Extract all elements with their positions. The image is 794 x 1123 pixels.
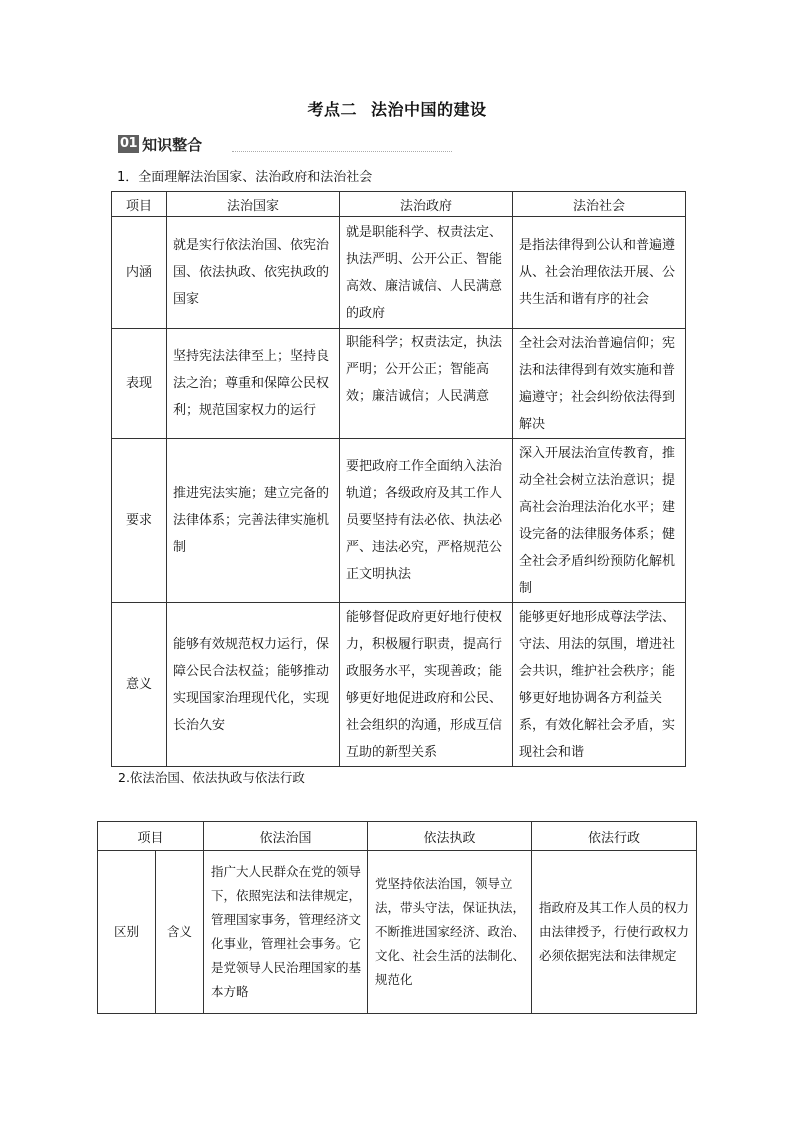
comparison-table-1 (111, 191, 686, 767)
table-row (112, 603, 686, 767)
section-badge: 01 (120, 136, 138, 151)
table-row (112, 329, 686, 439)
table-cell: 全社会对法治普遍信仰；宪法和法律得到有效实施和普遍遵守；社会纠纷依法得到解决 (513, 329, 686, 439)
table-cell: 要把政府工作全面纳入法治轨道；各级政府及其工作人员要坚持有法必依、执法必严、违法必究，严格规范公正文明执法 (340, 439, 513, 603)
table-header-cell: 项目 (98, 822, 204, 851)
section-title: 知识整合 (142, 135, 203, 154)
subheading-2: 2.依法治国、依法执政与依法行政 (118, 770, 305, 785)
table-cell: 指广大人民群众在党的领导下，依照宪法和法律规定，管理国家事务，管理经济文化事业，管理社会事务。它是党领导人民治理国家的基本方略 (204, 851, 368, 1014)
table-cell: 职能科学；权责法定，执法严明；公开公正；智能高效；廉洁诚信；人民满意 (340, 329, 513, 439)
table-cell: 能够督促政府更好地行使权力，积极履行职责，提高行政服务水平，实现善政；能够更好地促进政府和公民、社会组织的沟通，形成互信互助的新型关系 (340, 603, 513, 767)
title-part2: 法治中国的建设 (371, 100, 487, 119)
table-row (98, 851, 697, 1014)
section-divider (232, 151, 452, 152)
table-cell: 深入开展法治宣传教育，推动全社会树立法治意识；提高社会治理法治化水平；建设完备的法律服务体系；健全社会矛盾纠纷预防化解机制 (513, 439, 686, 603)
row-label: 内涵 (112, 217, 167, 329)
row-label: 意义 (112, 603, 167, 767)
table-header-row (98, 822, 697, 851)
table-header-cell: 法治社会 (513, 192, 686, 217)
table-cell: 就是职能科学、权责法定、执法严明、公开公正、智能高效、廉洁诚信、人民满意的政府 (340, 217, 513, 329)
table-header-cell: 法治国家 (167, 192, 340, 217)
table-cell: 就是实行依法治国、依宪治国、依法执政、依宪执政的国家 (167, 217, 340, 329)
table-cell: 能够有效规范权力运行，保障公民合法权益；能够推动实现国家治理现代化，实现长治久安 (167, 603, 340, 767)
table-cell: 坚持宪法法律至上；坚持良法之治；尊重和保障公民权利；规范国家权力的运行 (167, 329, 340, 439)
row-label: 要求 (112, 439, 167, 603)
page-title (0, 97, 794, 120)
table-cell: 推进宪法实施；建立完备的法律体系；完善法律实施机制 (167, 439, 340, 603)
table-header-row (112, 192, 686, 217)
row-category: 区别 (98, 851, 156, 1014)
comparison-table-2 (97, 821, 697, 1014)
table-header-cell: 依法行政 (532, 822, 697, 851)
title-part1: 考点二 (307, 100, 357, 119)
table-row (112, 217, 686, 329)
table-header-cell: 依法执政 (368, 822, 532, 851)
section-header (118, 134, 202, 154)
table-cell: 能够更好地形成尊法学法、守法、用法的氛围，增进社会共识，维护社会秩序；能够更好地协调各方利益关系，有效化解社会矛盾，实现社会和谐 (513, 603, 686, 767)
row-subcategory: 含义 (156, 851, 204, 1014)
row-label: 表现 (112, 329, 167, 439)
table-cell: 指政府及其工作人员的权力由法律授予，行使行政权力必须依据宪法和法律规定 (532, 851, 697, 1014)
table-header-cell: 法治政府 (340, 192, 513, 217)
table-row (112, 439, 686, 603)
table-header-cell: 依法治国 (204, 822, 368, 851)
table-header-cell: 项目 (112, 192, 167, 217)
table-cell: 党坚持依法治国，领导立法，带头守法，保证执法，不断推进国家经济、政治、文化、社会生活的法制化、规范化 (368, 851, 532, 1014)
table-cell: 是指法律得到公认和普遍遵从、社会治理依法开展、公共生活和谐有序的社会 (513, 217, 686, 329)
subheading-1: 1．全面理解法治国家、法治政府和法治社会 (117, 170, 373, 185)
